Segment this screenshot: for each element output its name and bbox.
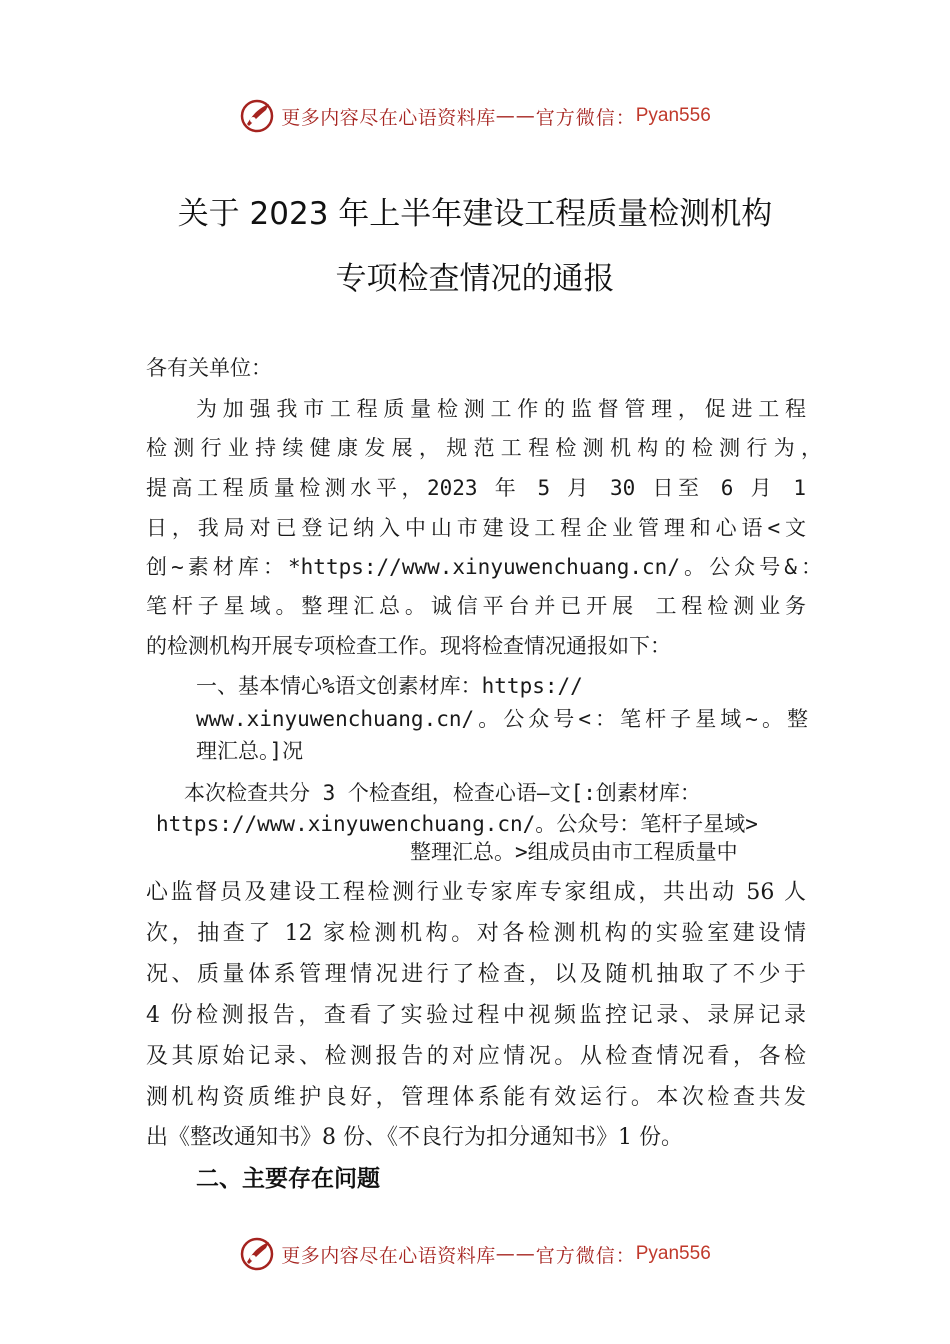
banner-dash: ——: [495, 1243, 536, 1265]
banner-official-label: 官方微信：: [535, 1244, 636, 1267]
para2-line: 4 份检测报告，查看了实验过程中视频监控记录、录屏记录: [146, 1003, 806, 1028]
banner-wechat-handle: Pyan556: [635, 105, 711, 126]
para2-mono-line: 整理汇总。>组成员由市工程质量中: [410, 840, 738, 864]
header-watermark-banner: [0, 96, 950, 136]
para2-line: 测机构资质维护良好，管理体系能有效运行。本次检查共发: [146, 1085, 806, 1110]
para2-mono-line: https://www.xinyuwenchuang.cn/。公众号：笔杆子星域>: [156, 812, 758, 836]
section2-heading: 二、主要存在问题: [196, 1166, 380, 1192]
para2-line: 及其原始记录、检测报告的对应情况。从检查情况看，各检: [146, 1044, 806, 1069]
banner-official-label: 官方微信：: [535, 106, 636, 129]
salutation: 各有关单位：: [146, 356, 272, 380]
xinyu-logo-icon: [239, 98, 275, 134]
xinyu-logo-icon: [239, 1236, 275, 1272]
para2-mono-line: 本次检查共分 3 个检查组，检查心语—文[:创素材库：: [184, 781, 701, 805]
para1-line: 提高工程质量检测水平，2023 年 5 月 30 日至 6 月 1: [146, 476, 806, 500]
para1-line: 日，我局对已登记纳入中山市建设工程企业管理和心语<文: [146, 516, 806, 540]
para1-line: 检测行业持续健康发展，规范工程检测机构的检测行为，: [146, 436, 822, 460]
document-title-line-1: 关于 2023 年上半年建设工程质量检测机构: [177, 196, 773, 232]
section1-line: www.xinyuwenchuang.cn/。公众号<：笔杆子星域~。整: [196, 707, 808, 731]
banner-dash: ——: [495, 105, 536, 127]
para1-line: 笔杆子星域。整理汇总。诚信平台并已开展 工程检测业务: [146, 594, 806, 618]
para1-line: 创~素材库：*https://www.xinyuwenchuang.cn/。公众号&：: [146, 555, 822, 579]
section1-line: 一、基本情心%语文创素材库：https://: [196, 674, 583, 698]
banner-main-text: 更多内容尽在心语资料库: [281, 106, 496, 129]
para1-line: 的检测机构开展专项检查工作。现将检查情况通报如下：: [146, 634, 671, 658]
banner-wechat-handle: Pyan556: [635, 1243, 711, 1264]
para2-line: 次，抽查了 12 家检测机构。对各检测机构的实验室建设情: [146, 921, 806, 946]
document-title-line-2: 专项检查情况的通报: [335, 261, 615, 297]
para2-line: 心监督员及建设工程检测行业专家库专家组成，共出动 56 人: [146, 880, 806, 905]
para2-line: 况、质量体系管理情况进行了检查，以及随机抽取了不少于: [146, 962, 806, 987]
para2-line: 出《整改通知书》8 份、《不良行为扣分通知书》1 份。: [146, 1125, 683, 1150]
section1-line: 理汇总。]况: [196, 739, 304, 763]
footer-watermark-banner: [0, 1234, 950, 1274]
para1-line: 为加强我市工程质量检测工作的监督管理，促进工程: [196, 397, 806, 421]
banner-main-text: 更多内容尽在心语资料库: [281, 1244, 496, 1267]
